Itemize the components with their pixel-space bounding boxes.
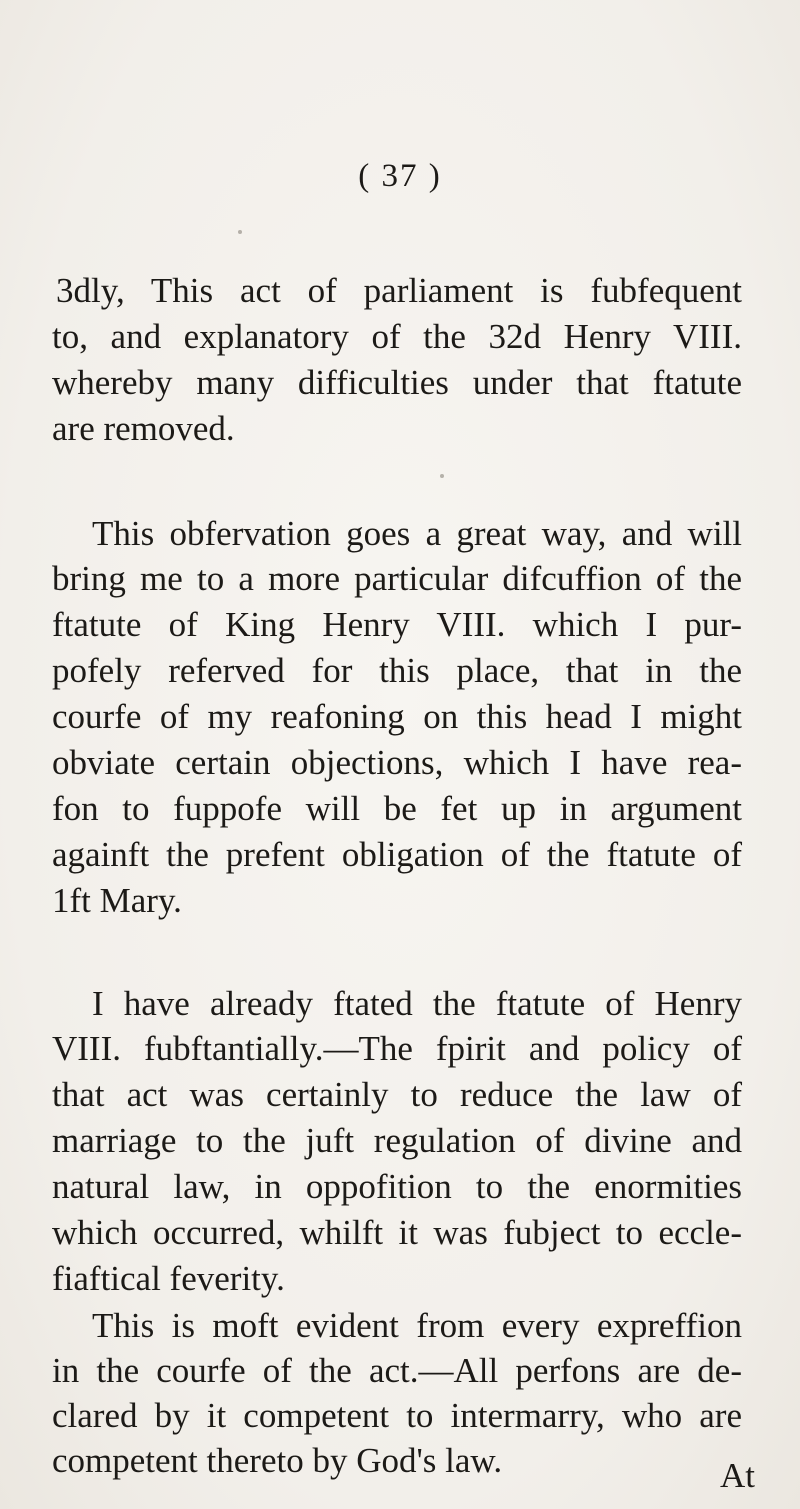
text-line: which occurred, whilft it was fubject to eccle- — [52, 1213, 742, 1252]
text-line: marriage to the juft regulation of divine and — [52, 1121, 742, 1160]
text-line: 1ft Mary. — [52, 881, 182, 920]
paper-speck — [238, 230, 242, 234]
text-line: pofely referved for this place, that in the — [52, 651, 742, 690]
text-line: obviate certain objections, which I have rea- — [52, 743, 742, 782]
text-line: natural law, in oppofition to the enormities — [52, 1167, 742, 1206]
text-line: This is moft evident from every expreffion — [92, 1306, 742, 1345]
page-number: ( 37 ) — [358, 158, 442, 194]
text-line: to, and explanatory of the 32d Henry VIII. — [52, 317, 742, 356]
text-line: in the courfe of the act.—All perfons are de- — [52, 1351, 742, 1390]
catchword: At — [720, 1456, 755, 1495]
text-line: courfe of my reafoning on this head I might — [52, 697, 742, 736]
text-line: 3dly, This act of parliament is fubfequent — [56, 271, 742, 310]
text-line: competent thereto by God's law. — [52, 1441, 503, 1480]
text-line: bring me to a more particular difcuffion of the — [52, 559, 742, 598]
text-line: whereby many difficulties under that ftatute — [52, 363, 742, 402]
text-line: fon to fuppofe will be fet up in argument — [52, 789, 742, 828]
text-line: ftatute of King Henry VIII. which I pur- — [52, 605, 742, 644]
text-line: This obfervation goes a great way, and will — [92, 514, 742, 553]
text-line: are removed. — [52, 409, 235, 448]
text-line: clared by it competent to intermarry, who are — [52, 1396, 742, 1435]
text-line: that act was certainly to reduce the law of — [52, 1075, 742, 1114]
text-line: I have already ftated the ftatute of Henry — [92, 984, 742, 1023]
paper-speck — [440, 474, 444, 478]
text-line: VIII. fubftantially.—The fpirit and policy of — [52, 1029, 742, 1068]
text-line: fiaftical feverity. — [52, 1259, 285, 1298]
text-line: againft the prefent obligation of the ftatute of — [52, 835, 742, 874]
